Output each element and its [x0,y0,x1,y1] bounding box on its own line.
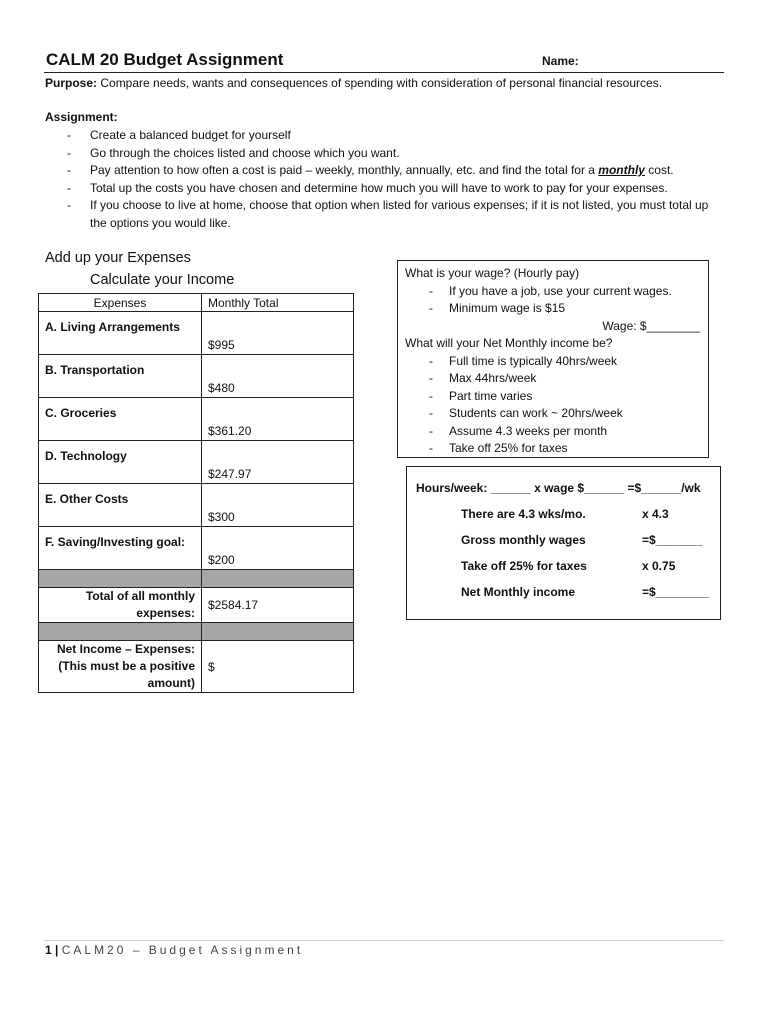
weeks-per-month-value: x 4.3 [642,507,669,521]
assignment-list [64,127,724,232]
pay-item-post: cost. [644,163,674,177]
gross-wages-label: Gross monthly wages [461,533,586,547]
expense-value[interactable]: $247.97 [202,441,354,484]
title-underline [44,72,724,73]
wage-info-box [397,260,709,458]
net-monthly-field[interactable]: =$________ [642,585,710,599]
table-header-row [39,294,354,312]
expense-label: C. Groceries [39,398,202,441]
expense-value[interactable]: $300 [202,484,354,527]
expense-label: B. Transportation [39,355,202,398]
pay-item-pre: Pay attention to how often a cost is paid – weekly, monthly, annually, etc. and find the total for a [90,163,599,177]
expense-value[interactable]: $995 [202,312,354,355]
list-item: - Go through the choices listed and choose which you want. [64,145,724,163]
table-row [39,398,354,441]
tax-label: Take off 25% for taxes [461,559,587,573]
gray-separator-row [39,570,354,588]
purpose-line [45,76,662,90]
footer-separator: | [51,943,62,957]
table-row [39,312,354,355]
hours-wage-line[interactable]: Hours/week: ______ x wage $______ =$______/wk [416,481,701,495]
list-item [64,162,724,180]
net-row [39,641,354,693]
purpose-label: Purpose: [45,76,98,90]
weeks-per-month-label: There are 4.3 wks/mo. [461,507,586,521]
expense-label: E. Other Costs [39,484,202,527]
net-label-line: Net Income – Expenses: [56,642,195,656]
gross-wages-field[interactable]: =$_______ [642,533,703,547]
gray-separator-row [39,623,354,641]
expense-value[interactable]: $361.20 [202,398,354,441]
footer-rule [44,940,724,941]
expense-label: F. Saving/Investing goal: [39,527,202,570]
net-label [39,641,202,693]
list-item: - Assume 4.3 weeks per month [425,423,708,441]
list-item: - Max 44hrs/week [425,370,708,388]
purpose-text: Compare needs, wants and consequences of spending with consideration of personal financial resources. [97,76,663,90]
assignment-title: Assignment: [45,110,118,124]
total-row [39,588,354,623]
page-footer [45,943,303,957]
pay-item-emphasis: monthly [598,163,645,177]
list-item: - Take off 25% for taxes [425,440,708,458]
list-item: - Students can work ~ 20hrs/week [425,405,708,423]
page-title: CALM 20 Budget Assignment [46,50,284,69]
wage-field[interactable]: Wage: $________ [602,318,700,333]
expenses-heading: Add up your Expenses [45,250,191,266]
net-label-line: amount) [147,676,195,690]
net-income-question: What will your Net Monthly income be? [405,336,613,350]
wage-question: What is your wage? (Hourly pay) [405,266,580,280]
net-income-notes [405,353,708,458]
table-row [39,441,354,484]
total-label-line: expenses: [136,606,195,620]
list-item: - If you have a job, use your current wages. [425,283,708,301]
net-value[interactable]: $ [202,641,354,693]
table-row [39,355,354,398]
table-row [39,527,354,570]
tax-value: x 0.75 [642,559,676,573]
wage-notes [405,283,708,318]
total-label [39,588,202,623]
list-item: - Part time varies [425,388,708,406]
income-heading: Calculate your Income [90,272,235,288]
list-item: - Total up the costs you have chosen and determine how much you will have to work to pay for your expenses. [64,180,724,198]
footer-text: CALM20 – Budget Assignment [61,943,304,957]
expense-table [38,293,354,693]
total-label-line: Total of all monthly [85,589,195,603]
list-item: - Full time is typically 40hrs/week [425,353,708,371]
expense-value[interactable]: $200 [202,527,354,570]
page-number: 1 [45,943,52,957]
list-item: - If you choose to live at home, choose that option when listed for various expenses; if it is not listed, you must total up the options you would like. [64,197,724,232]
table-row [39,484,354,527]
income-calculation-box [406,466,721,620]
name-label: Name: [542,54,579,68]
list-item: - Minimum wage is $15 [425,300,708,318]
expense-label: A. Living Arrangements [39,312,202,355]
total-value[interactable]: $2584.17 [202,588,354,623]
expense-value[interactable]: $480 [202,355,354,398]
col-header-expenses: Expenses [39,294,202,312]
col-header-monthly-total: Monthly Total [202,294,354,312]
net-label-line: (This must be a positive [58,659,195,673]
list-item: - Create a balanced budget for yourself [64,127,724,145]
net-monthly-label: Net Monthly income [461,585,576,599]
expense-label: D. Technology [39,441,202,484]
